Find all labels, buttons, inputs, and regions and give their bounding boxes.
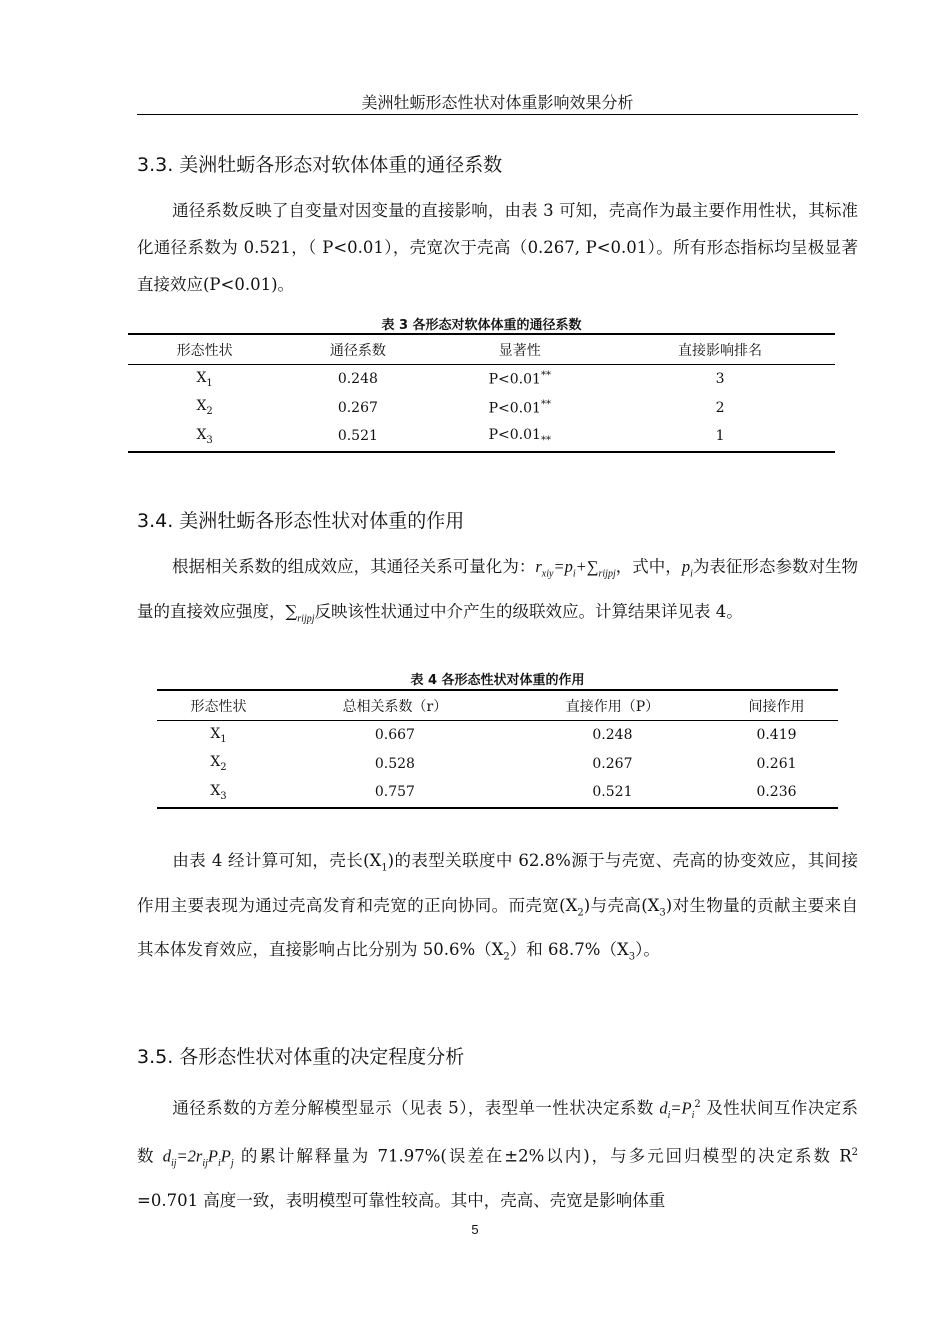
paragraph-3-3 [137,192,858,304]
table-row: $X_1$ 0.667 0.248 0.419 [157,721,838,750]
section-heading-3-4: 3.4. 美洲牡蛎各形态性状对体重的作用 [137,510,465,532]
column-header: 间接作用 [748,698,805,715]
paragraph-3-4: 根据相关系数的组成效应，其通径关系可量化为：$r_{xiy}=p_i+\sum_{rijpj}$，式中，$p_i$为表征形态参数对生物量的直接效应强度，$\sum_{rijpj}$反映该性状通过中介产生的级联效应。计算结果详见表 4。 [137,557,859,624]
table3 [128,333,835,453]
table-row: $X_3$ 0.521 $P<0.01_{**}$ 1 [128,422,835,452]
column-header: 通径系数 [329,342,386,359]
table-row: $X_1$ 0.248 P<0.01** 3 [128,365,835,394]
table3-caption: 表 3 各形态对软体体重的通径系数 [381,318,582,333]
section-heading-3-5: 3.5. 各形态性状对体重的决定程度分析 [137,1046,465,1068]
section-heading-3-3: 3.3. 美洲牡蛎各形态对软体体重的通径系数 [137,154,503,176]
column-header: 显著性 [498,342,541,359]
paragraph-text: 通径系数反映了自变量对因变量的直接影响，由表 3 可知，壳高作为最主要作用性状，其标准化通径系数为 0.521，（ P<0.01），壳宽次于壳高（0.267, P<0.01）。所有形态指标均呈极显著直接效应(P<0.01)。 [137,201,858,295]
table4-caption: 表 4 各形态性状对体重的作用 [410,673,585,688]
table-row: $X_2$ 0.528 0.267 0.261 [210,754,797,774]
table-row: $X_3$ 0.757 0.521 0.236 [157,778,838,808]
column-header: 总相关系数（r） [342,698,448,715]
table-row: $X_2$ 0.267 P<0.01** 2 [196,398,725,418]
paragraph-3-5: 通径系数的方差分解模型显示（见表 5），表型单一性状决定系数 $d_i=P_i^2$ 及性状间互作决定系数 $d_{ij}=2r_{ij}P_iP_j$ 的累计解释量为 71.97%(误差在±2%以内)，与多元回归模型的决定系数 $R^2 =0.701$ 高度一致，表明模型可靠性较高。其中，壳高、壳宽是影响体重 [137,1098,858,1210]
column-header: 直接影响排名 [678,342,763,359]
column-header: 形态性状 [176,342,233,359]
column-header: 直接作用（P） [565,698,660,715]
header-rule [137,114,858,115]
page-number: 5 [471,1222,479,1237]
table4 [157,689,838,809]
column-header: 形态性状 [190,698,247,715]
paragraph-table4-analysis: 由表 4 经计算可知，壳长$(X_1)$的表型关联度中 62.8%源于与壳宽、壳高的协变效应，其间接作用主要表现为通过壳高发育和壳宽的正向协同。而壳宽$(X_2)$与壳高$(X_3)$对生物量的贡献主要来自其本体发育效应，直接影响占比分别为 $50.6\%(X_2)$和 $68.7\%(X_3)$。 [137,851,858,963]
running-header: 美洲牡蛎形态性状对体重影响效果分析 [361,93,634,112]
